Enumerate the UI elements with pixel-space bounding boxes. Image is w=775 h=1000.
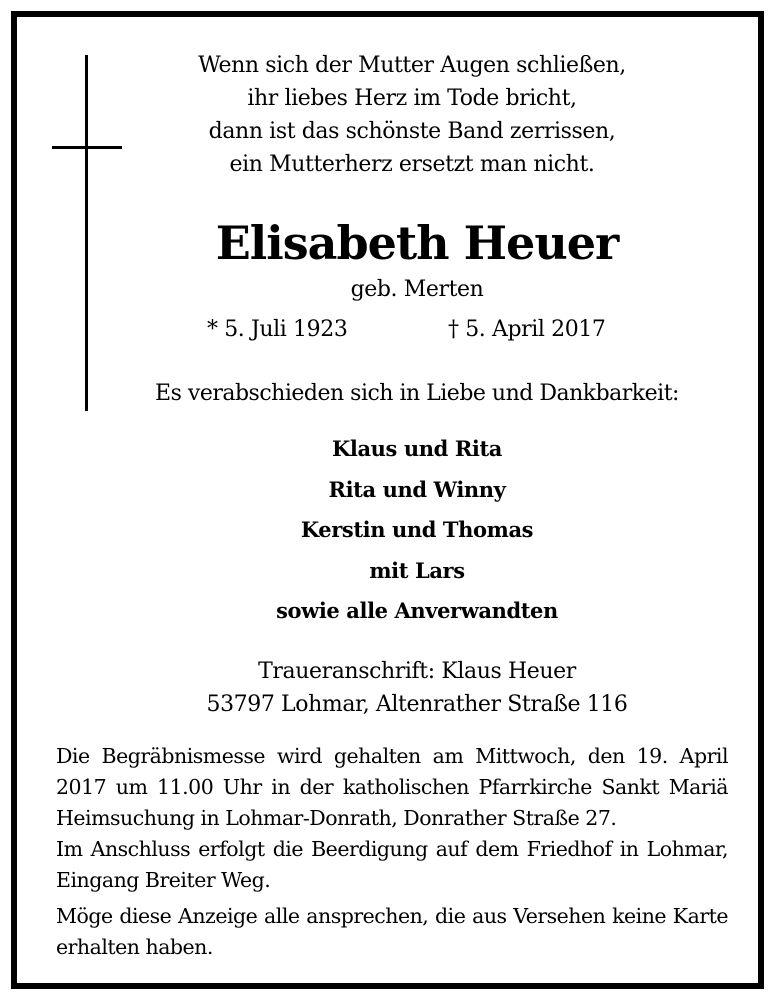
obituary-notice xyxy=(11,11,764,989)
mourning-address xyxy=(117,655,717,721)
mourner-item: mit Lars xyxy=(369,557,465,583)
mourner-item: Rita und Winny xyxy=(328,476,506,502)
service-details xyxy=(56,741,728,896)
mourner-item: Klaus und Rita xyxy=(332,436,502,461)
funeral-mass-text: Die Begräbnismesse wird gehalten am Mittwoch, den 19. April 2017 um 11.00 Uhr in der katholischen Pfarrkirche Sankt Mariä Heimsuchung in Lohmar-Donrath, Donrather Straße 27. xyxy=(56,744,728,830)
poem-line: ihr liebes Herz im Tode bricht, xyxy=(247,86,577,111)
address-line-1: Traueranschrift: Klaus Heuer xyxy=(258,659,576,684)
mourner-item: sowie alle Anverwandten xyxy=(276,598,558,623)
deceased-name: Elisabeth Heuer xyxy=(215,216,619,270)
poem-line: ein Mutterherz ersetzt man nicht. xyxy=(229,152,595,177)
cross-icon xyxy=(52,55,122,411)
mourners-list xyxy=(167,429,667,632)
closing-note-text: Möge diese Anzeige alle ansprechen, die aus Versehen keine Karte erhalten haben. xyxy=(56,904,728,959)
closing-note xyxy=(56,901,728,963)
memorial-poem xyxy=(137,49,687,181)
burial-text: Im Anschluss erfolgt die Beerdigung auf dem Friedhof in Lohmar, Eingang Breiter Weg. xyxy=(56,837,728,892)
poem-line: dann ist das schönste Band zerrissen, xyxy=(208,119,616,144)
birth-date: * 5. Juli 1923 xyxy=(207,317,348,342)
poem-line: Wenn sich der Mutter Augen schließen, xyxy=(198,53,626,78)
farewell-line: Es verabschieden sich in Liebe und Dankbarkeit: xyxy=(155,381,679,406)
mourner-item: Kerstin und Thomas xyxy=(300,517,534,542)
death-date: † 5. April 2017 xyxy=(448,317,606,342)
maiden-name: geb. Merten xyxy=(350,277,484,302)
address-line-2: 53797 Lohmar, Altenrather Straße 116 xyxy=(206,692,628,717)
